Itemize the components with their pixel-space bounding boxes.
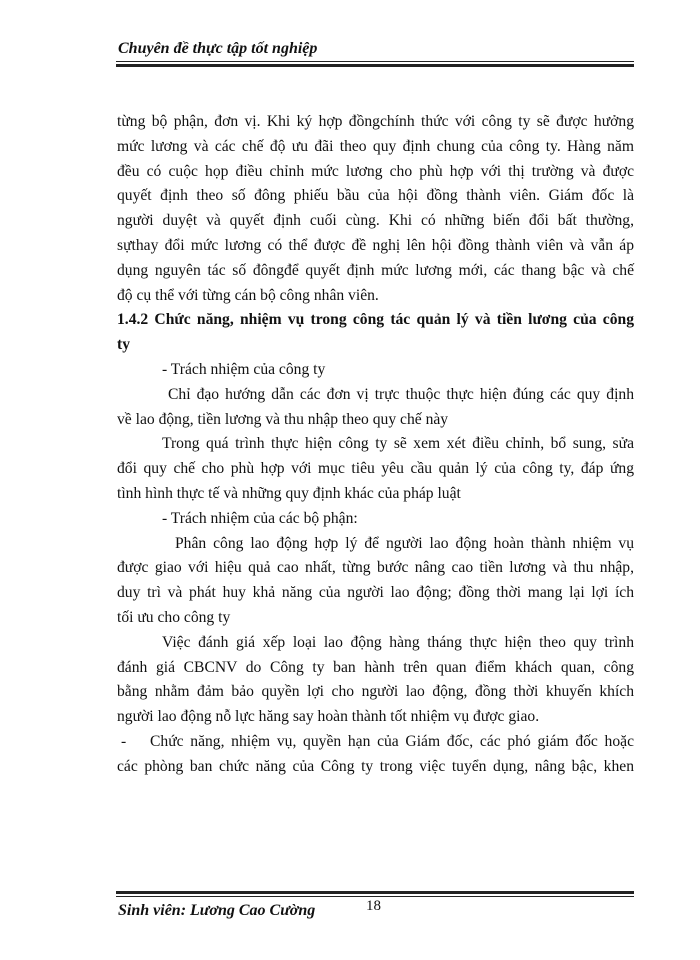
body-line-24: bằng nhằm đảm bảo quyền lợi cho người lao động, đồng thời khuyến khích	[117, 683, 634, 701]
body-line-5: người duyệt và quyết định cuối cùng. Khi có những biến đổi bất thường,	[117, 212, 634, 230]
footer-rule-thin	[116, 896, 634, 897]
footer-rule-thick	[116, 891, 634, 894]
body-line-2: mức lương và các chế độ ưu đãi theo quy định chung của công ty. Hàng năm	[117, 137, 634, 155]
body-line-21: tối ưu cho công ty	[117, 609, 231, 626]
body-line-4: quyết định theo số đông phiếu bầu của hội đồng thành viên. Giám đốc là	[117, 187, 634, 205]
section-heading-continuation: ty	[117, 336, 130, 354]
footer-student-name: Sinh viên: Lương Cao Cường	[118, 902, 316, 919]
body-line-7: dụng nguyên tác số đôngđể quyết định mức lương mới, các thang bậc và chế	[117, 261, 634, 279]
body-line-28: các phòng ban chức năng của Công ty trong việc tuyển dụng, nâng bậc, khen	[117, 757, 634, 775]
body-line-22: Việc đánh giá xếp loại lao động hàng tháng thực hiện theo quy trình	[162, 633, 634, 651]
list-dash: -	[121, 733, 127, 750]
body-line-19: được giao với hiệu quả cao nhất, từng bước nâng cao tiền lương và thu nhập,	[117, 559, 634, 577]
body-line-3: đều có cuộc họp điều chỉnh mức lương cho phù hợp với thị trường và được	[117, 162, 634, 180]
body-line-14: Trong quá trình thực hiện công ty sẽ xem xét điều chỉnh, bổ sung, sửa	[162, 435, 634, 453]
header-rule-thin	[116, 61, 634, 62]
body-line-15: đổi quy chế cho phù hợp với mục tiêu yêu cầu quản lý của công ty, đáp ứng	[117, 460, 634, 478]
page-number: 18	[366, 898, 381, 914]
body-line-16: tình hình thực tế và những quy định khác của pháp luật	[117, 485, 461, 502]
header-rule-thick	[116, 64, 634, 67]
department-responsibility-heading: - Trách nhiệm của các bộ phận:	[162, 509, 358, 527]
body-line-6: sựthay đổi mức lương có thể được đề nghị lên hội đồng thành viên và vẫn áp	[117, 237, 634, 254]
section-heading: 1.4.2 Chức năng, nhiệm vụ trong công tác quản lý và tiền lương của công	[117, 311, 634, 329]
company-responsibility-heading: - Trách nhiệm của công ty	[162, 361, 326, 378]
body-line-27: Chức năng, nhiệm vụ, quyền hạn của Giám đốc, các phó giám đốc hoặc	[150, 733, 634, 750]
body-line-12: Chỉ đạo hướng dẫn các đơn vị trực thuộc thực hiện đúng các quy định	[168, 385, 634, 403]
body-line-18: Phân công lao động hợp lý để người lao động hoàn thành nhiệm vụ	[175, 534, 634, 552]
body-line-13: về lao động, tiền lương và thu nhập theo quy chế này	[117, 410, 449, 428]
body-line-20: duy trì và phát huy khả năng của người lao động; đồng thời mang lại lợi ích	[117, 584, 634, 602]
body-line-25: người lao động nỗ lực hăng say hoàn thành tốt nhiệm vụ được giao.	[117, 708, 540, 726]
body-line-23: đánh giá CBCNV do Công ty ban hành trên quan điểm khách quan, công	[117, 658, 634, 676]
body-line-8: độ cụ thể với từng cán bộ công nhân viên.	[117, 286, 379, 304]
header-title: Chuyên đề thực tập tốt nghiệp	[118, 40, 318, 57]
body-line-1: từng bộ phận, đơn vị. Khi ký hợp đồngchính thức với công ty sẽ được hưởng	[117, 113, 634, 130]
